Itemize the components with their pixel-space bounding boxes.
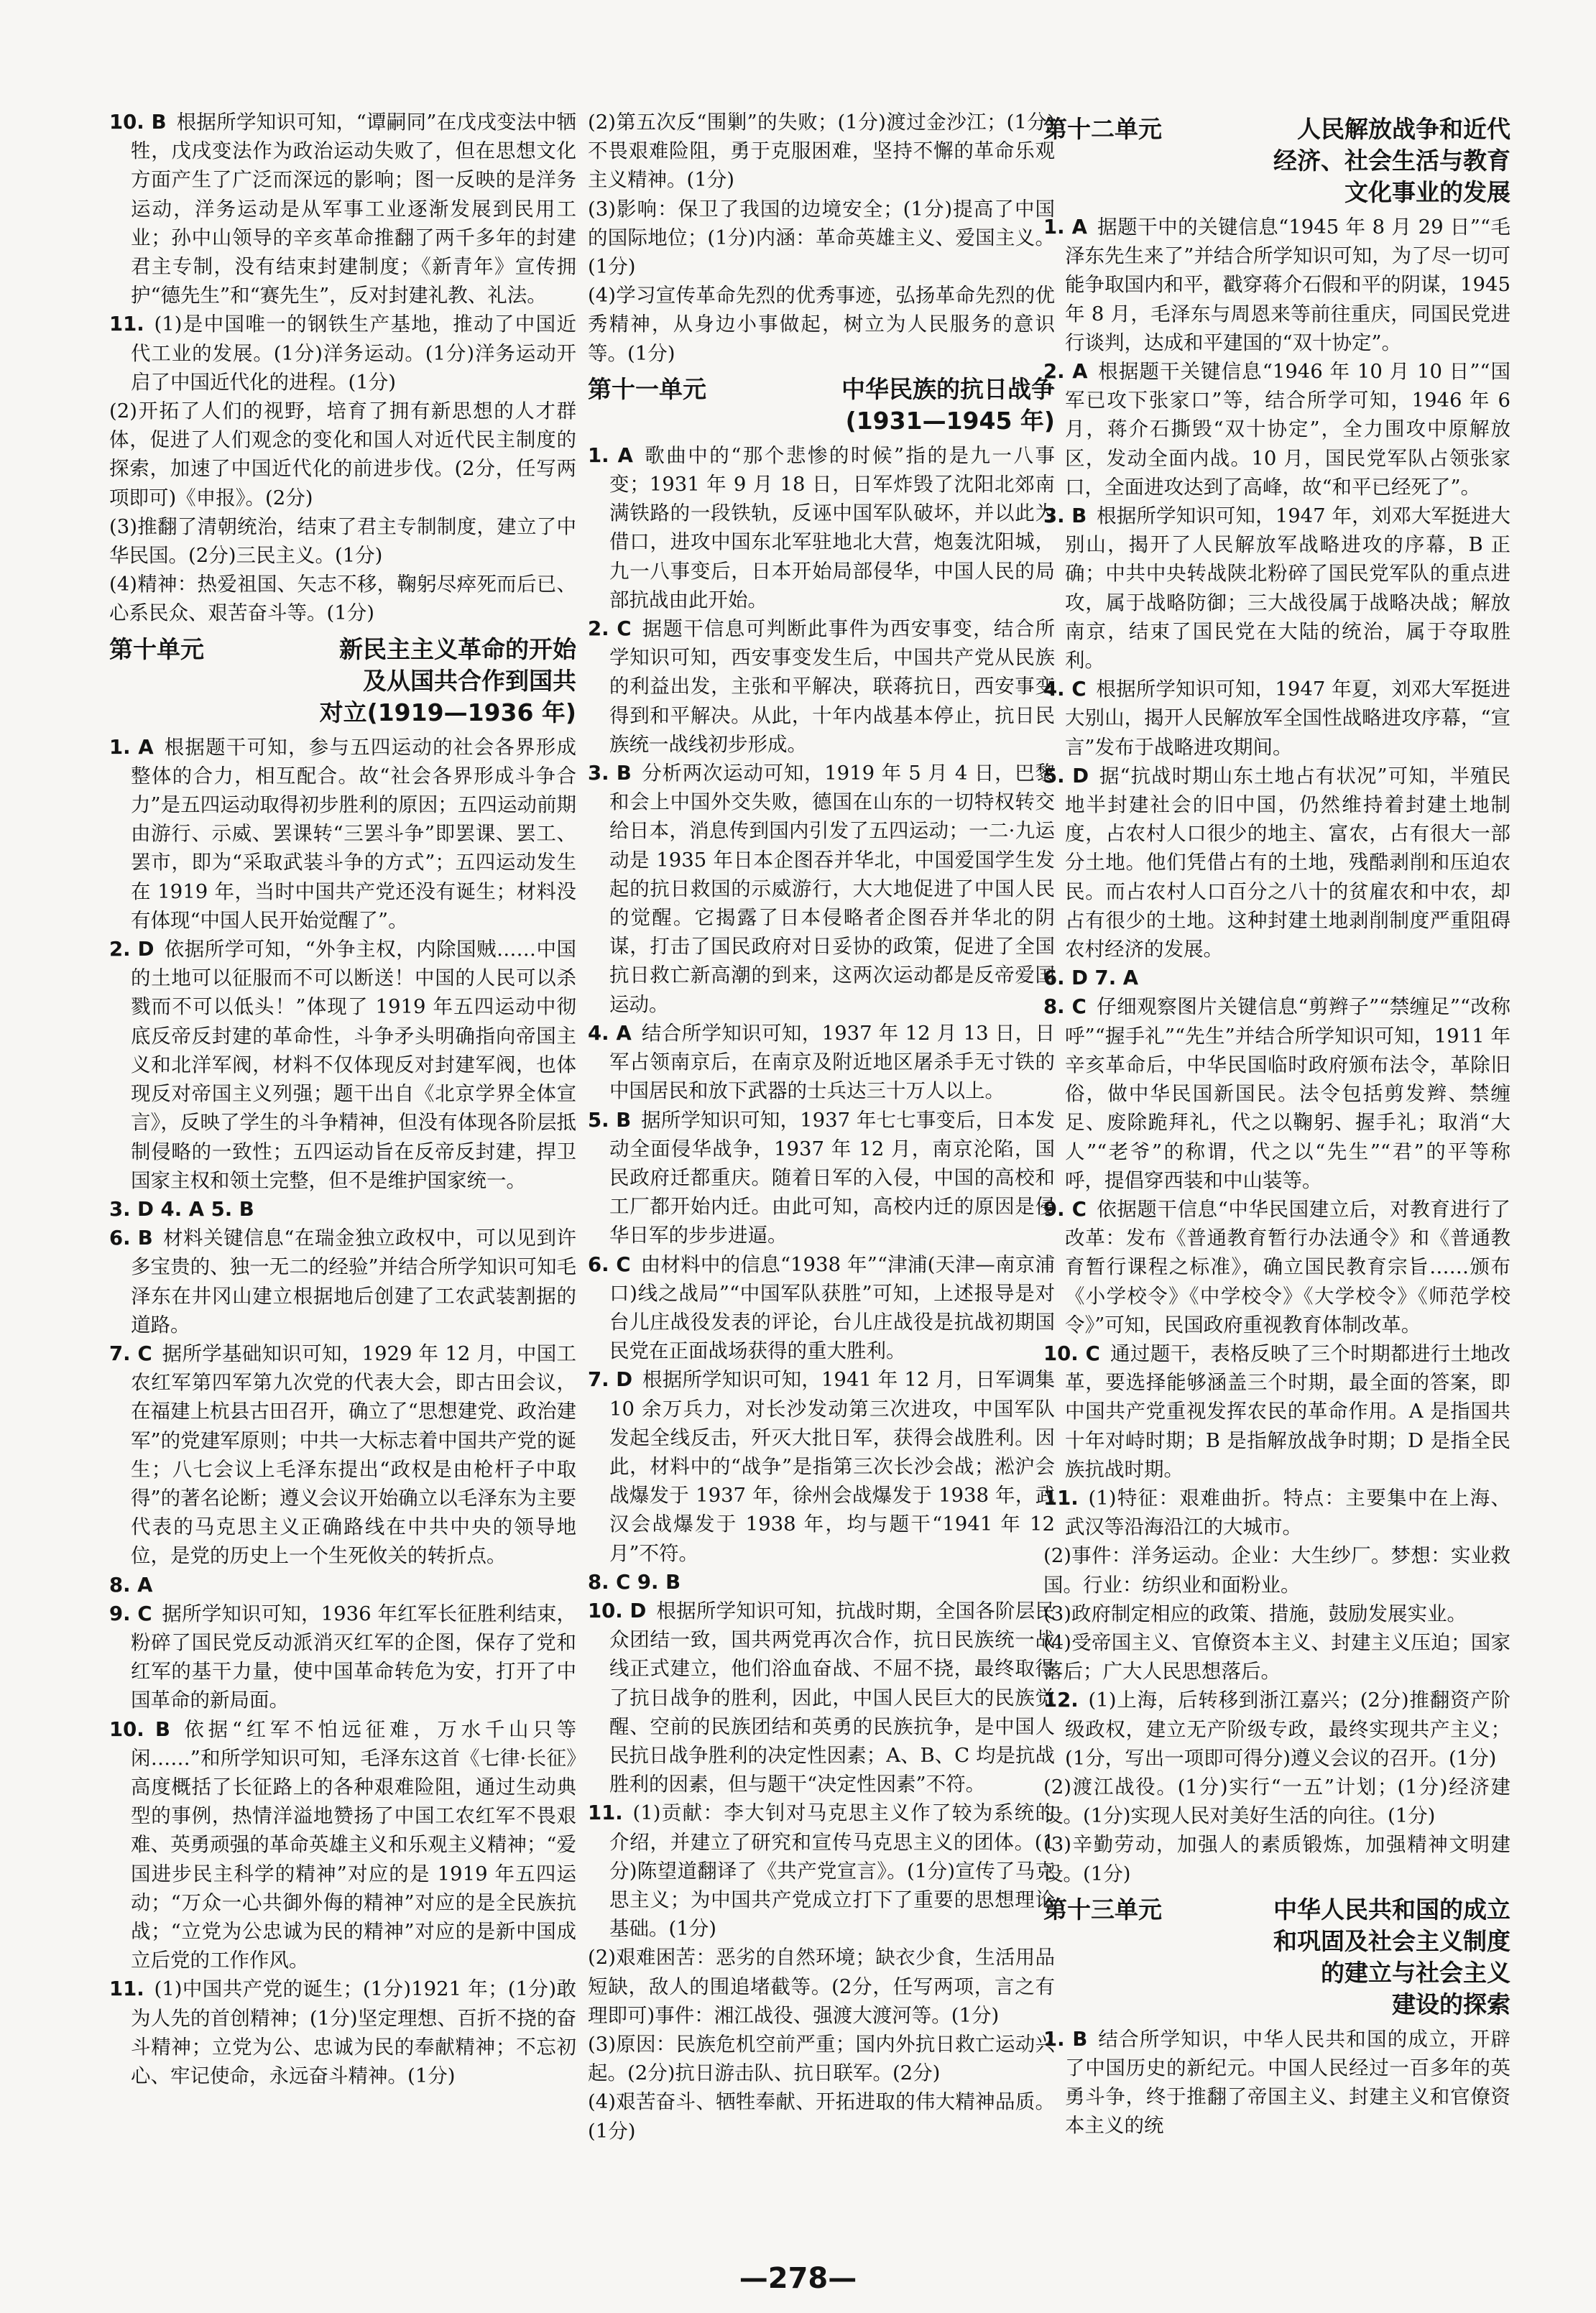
column-left: [109, 108, 576, 2090]
answer-text: 根据题干关键信息“1946 年 10 月 10 日”“国军已攻下张家口”等，结合所学可知，1946 年 6 月，蒋介石撕毁“双十协定”，全力围攻中原解放区，发动全面内战。10 月，国民党军队占领张家口，全面进攻达到了高峰，故“和平已经死了”。: [1065, 360, 1510, 499]
answer-item: [1043, 1339, 1510, 1484]
answer-text: (1)贡献：李大钊对马克思主义作了较为系统的介绍，并建立了研究和宣传马克思主义的团体。(1分)陈望道翻译了《共产党宣言》。(1分)宣传了马克思主义；为中国共产党成立打下了重要的思想理论基础。(1分): [609, 1801, 1055, 1941]
answer-item: [109, 1339, 576, 1571]
answer-item: [588, 759, 1055, 1019]
answer-text: 歌曲中的“那个悲惨的时候”指的是九一八事变；1931 年 9 月 18 日，日军炸毁了沈阳北郊南满铁路的一段铁轨，反诬中国军队破坏，并以此为借口，进攻中国东北军驻地北大营，炮轰沈阳城，九一八事变后，日本开始局部侵华，中国人民的局部抗战由此开始。: [609, 443, 1055, 611]
answer-text: 据“抗战时期山东土地占有状况”可知，半殖民地半封建社会的旧中国，仍然维持着封建土地制度，占农村人口很少的地主、富农，占有很大一部分土地。他们凭借占有的土地，残酷剥削和压迫农民。而占农村人口百分之八十的贫雇农和中农，却占有很少的土地。这种封建土地剥削制度严重阻碍农村经济的发展。: [1065, 764, 1510, 961]
answer-text: 依据题干信息“中华民国建立后，对教育进行了改革：发布《普通教育暂行办法通令》和《普通教育暂行课程之标准》，确立国民教育宗旨……颁布《小学校令》《中学校令》《大学校令》《师范学校令》”可知，民国政府重视教育体制改革。: [1065, 1197, 1510, 1336]
answer-number: 6. B: [109, 1227, 153, 1250]
answer-text: 依据所学可知，“外争主权，内除国贼……中国的土地可以征服而不可以断送！中国的人民可以杀戮而不可以低头！”体现了 1919 年五四运动中彻底反帝反封建的革命性，斗争矛头明确指向帝国主义和北洋军阀，材料不仅体现反对封建军阀，也体现反对帝国主义列强；题干出自《北京学界全体宣言》，反映了学生的斗争精神，但没有体现各阶层抵制侵略的一致性；五四运动旨在反帝反封建，捍卫国家主权和领土完整，但不是维护国家统一。: [131, 938, 576, 1192]
column-right: [1043, 108, 1510, 2141]
answer-text: 由材料中的信息“1938 年”“津浦(天津—南京浦口)线之战局”“中国军队获胜”可知，上述报导是对台儿庄战役发表的评论，台儿庄战役是抗战初期国民党在正面战场获得的重大胜利。: [609, 1252, 1055, 1363]
answer-item: [588, 614, 1055, 759]
answer-text: 材料关键信息“在瑞金独立政权中，可以见到许多宝贵的、独一无二的经验”并结合所学知识可知毛泽东在井冈山建立根据地后创建了工农武装割据的道路。: [131, 1227, 576, 1336]
unit-title-line: 和巩固及社会主义制度: [1273, 1926, 1510, 1955]
answer-text: 分析两次运动可知，1919 年 5 月 4 日，巴黎和会上中国外交失败，德国在山东的一切特权转交给日本，消息传到国内引发了五四运动；一二·九运动是 1935 年日本企图吞并华北，中国爱国学生发起的抗日救国的示威游行，大大地促进了中国人民的觉醒。它揭露了日本侵略者企图吞并华北的阴谋，打击了国民政府对日妥协的政策，促进了全国抗日救亡新高潮的到来，这两次运动都是反帝爱国运动。: [609, 762, 1055, 1016]
answer-item: [1043, 1599, 1510, 1628]
answer-item: [1043, 357, 1510, 502]
answer-text: 据所学知识可知，1936 年红军长征胜利结束，粉碎了国民党反动派消灭红军的企图，保存了党和红军的基干力量，使中国革命转危为安，打开了中国革命的新局面。: [131, 1602, 576, 1712]
answer-item: [588, 441, 1055, 614]
answer-number: 11.: [1043, 1486, 1079, 1510]
answer-number: 8. C: [1043, 995, 1087, 1019]
answer-item: [109, 1224, 576, 1339]
answer-text: 据题干信息可判断此事件为西安事变，结合所学知识可知，西安事变发生后，中国共产党从民族的利益出发，主张和平解决，联蒋抗日，西安事变得到和平解决。从此，十年内战基本停止，抗日民族统一战线初步形成。: [609, 617, 1055, 756]
unit-title-line: 及从国共合作到国共: [363, 666, 576, 695]
answer-text: 根据所学知识可知，1947 年，刘邓大军挺进大别山，揭开了人民解放军战略进攻的序幕，B 正确；中共中央转战陕北粉碎了国民党军队的重点进攻，属于战略防御；三大战役属于战略决战；解放南京，结束了国民党在大陆的统治，属于夺取胜利。: [1065, 504, 1510, 673]
answer-item: [109, 1195, 576, 1224]
answer-item: [1043, 1195, 1510, 1339]
answer-text: 根据所学知识可知，抗战时期，全国各阶层民众团结一致，国共两党再次合作，抗日民族统一战线正式建立，他们浴血奋战、不屈不挠，最终取得了抗日战争的胜利，因此，中国人民巨大的民族觉醒、空前的民族团结和英勇的民族抗争，是中国人民抗日战争胜利的决定性因素；A、B、C 均是抗战胜利的因素，但与题干“决定性因素”不符。: [609, 1599, 1056, 1796]
answer-number: 10. B: [109, 111, 167, 134]
answer-item: [109, 108, 576, 310]
answer-item: [588, 1250, 1055, 1366]
unit-title-line: 经济、社会生活与教育: [1273, 147, 1510, 175]
answer-number: 3. B: [588, 762, 632, 785]
answer-number: 4. A: [588, 1021, 632, 1045]
page-number: —278—: [739, 2262, 857, 2295]
answer-item: [1043, 1484, 1510, 1541]
answer-item: [1043, 1830, 1510, 1888]
answer-text: (1)中国共产党的诞生；(1分)1921 年；(1分)敢为人先的首创精神；(1分)坚定理想、百折不挠的奋斗精神；立党为公、忠诚为民的奉献精神；不忘初心、牢记使命，永远奋斗精神。(1分): [131, 1977, 576, 2087]
answer-text: (1)是中国唯一的钢铁生产基地，推动了中国近代工业的发展。(1分)洋务运动。(1分)洋务运动开启了中国近代化的进程。(1分): [131, 313, 576, 394]
answer-number: 6. C: [588, 1252, 631, 1276]
answer-item: [588, 1365, 1055, 1567]
answer-text: 据所学知识可知，1937 年七七事变后，日本发动全面侵华战争，1937 年 12 月，南京沦陷，国民政府迁都重庆。随着日军的入侵，中国的高校和工厂都开始内迁。由此可知，高校内迁的原因是侵华日军的步步进逼。: [609, 1108, 1055, 1247]
unit-title-line: (1931—1945 年): [845, 406, 1055, 435]
answer-number: 6. D 7. A: [1043, 966, 1138, 990]
answer-item: [109, 512, 576, 570]
unit-heading: [1043, 114, 1510, 208]
answer-text: 依据“红军不怕远征难，万水千山只等闲……”和所学知识可知，毛泽东这首《七律·长征》高度概括了长征路上的各种艰难险阻，通过生动典型的事例，热情洋溢地赞扬了中国工农红军不畏艰难、英勇顽强的革命英雄主义和乐观主义精神；“爱国进步民主科学的精神”对应的是 1919 年五四运动；“万众一心共御外侮的精神”对应的是全民族抗战；“立党为公忠诚为民的精神”对应的是新中国成立后党的工作作风。: [131, 1717, 576, 1972]
unit-label: 第十二单元: [1043, 115, 1162, 143]
answer-number: 5. B: [588, 1108, 632, 1132]
unit-title-line: 文化事业的发展: [1344, 178, 1510, 206]
answer-item: [588, 1943, 1055, 2030]
column-middle: [588, 108, 1055, 2146]
answer-text: 根据所学知识可知，1947 年夏，刘邓大军挺进大别山，揭开人民解放军全国性战略进攻序幕，“宣言”发布于战略进攻期间。: [1065, 678, 1510, 759]
answer-item: [1043, 992, 1510, 1194]
unit-label: 第十一单元: [588, 374, 706, 403]
answer-item: [109, 1599, 576, 1715]
answer-item: [1043, 502, 1510, 675]
answer-text: 结合所学知识可知，1937 年 12 月 13 日，日军占领南京后，在南京及附近地区屠杀手无寸铁的中国居民和放下武器的士兵达三十万人以上。: [609, 1021, 1055, 1103]
answer-number: 1. B: [1043, 2027, 1088, 2051]
answer-item: [1043, 762, 1510, 964]
answer-item: [109, 310, 576, 397]
answer-number: 7. C: [109, 1342, 152, 1365]
unit-heading: [588, 374, 1055, 437]
answer-number: 9. C: [1043, 1197, 1087, 1221]
answer-item: [109, 1715, 576, 1975]
answer-number: 2. A: [1043, 360, 1088, 384]
answer-number: 2. D: [109, 938, 154, 961]
answer-number: 11.: [109, 313, 144, 336]
answer-text: 根据所学知识可知，“谭嗣同”在戊戌变法中牺牲，戊戌变法作为政治运动失败了，但在思想文化方面产生了广泛而深远的影响；图一反映的是洋务运动，洋务运动是从军事工业逐渐发展到民用工业；孙中山领导的辛亥革命推翻了两千多年的封建君主专制，没有结束封建制度；《新青年》宣传拥护“德先生”和“赛先生”，反对封建礼教、礼法。: [131, 111, 576, 308]
unit-heading: [1043, 1894, 1510, 2021]
answer-text: (4)精神：热爱祖国、矢志不移，鞠躬尽瘁死而后已、心系民众、艰苦奋斗等。(1分): [109, 573, 576, 625]
unit-label: 第十三单元: [1043, 1895, 1162, 1924]
answer-item: [1043, 964, 1510, 992]
answer-text: (4)艰苦奋斗、牺牲奉献、开拓进取的伟大精神品质。(1分): [588, 2090, 1055, 2143]
answer-item: [588, 108, 1055, 195]
answer-item: [1043, 1541, 1510, 1599]
answer-text: 据题干中的关键信息“1945 年 8 月 29 日”“毛泽东先生来了”并结合所学知识可知，为了尽一切可能争取国内和平，戳穿蒋介石假和平的阴谋，1945 年 8 月，毛泽东与周恩来等前往重庆，同国民党进行谈判，达成和平建国的“双十协定”。: [1065, 216, 1510, 354]
answer-text: 结合所学知识，中华人民共和国的成立，开辟了中国历史的新纪元。中国人民经过一百多年的英勇斗争，终于推翻了帝国主义、封建主义和官僚资本主义的统: [1065, 2027, 1511, 2138]
answer-number: 5. D: [1043, 764, 1089, 788]
answer-text: 通过题干，表格反映了三个时期都进行土地改革，要选择能够涵盖三个时期，最全面的答案，即中国共产党重视发挥农民的革命作用。A 是指国共十年对峙时期；B 是指解放战争时期；D 是指全民族抗战时期。: [1065, 1342, 1510, 1481]
answer-text: (2)艰难困苦：恶劣的自然环境；缺衣少食，生活用品短缺，敌人的围追堵截等。(2分，任写两项，言之有理即可)事件：湘江战役、强渡大渡河等。(1分): [588, 1946, 1055, 2027]
answer-item: [1043, 213, 1510, 357]
answer-text: (3)辛勤劳动，加强人的素质锻炼，加强精神文明建设。(1分): [1043, 1833, 1510, 1885]
unit-title-line: 人民解放战争和近代: [1297, 115, 1510, 143]
answer-item: [588, 1019, 1055, 1106]
answer-number: 8. A: [109, 1573, 153, 1597]
answer-item: [588, 2087, 1055, 2145]
answer-number: 8. C 9. B: [588, 1570, 681, 1594]
answer-text: (2)第五次反“围剿”的失败；(1分)渡过金沙江；(1分)不畏艰难险阻，勇于克服困难，坚持不懈的革命乐观主义精神。(1分): [588, 111, 1055, 192]
answer-text: (3)政府制定相应的政策、措施，鼓励发展实业。: [1043, 1602, 1467, 1625]
answer-text: (3)推翻了清朝统治，结束了君主专制制度，建立了中华民国。(2分)三民主义。(1分): [109, 514, 576, 568]
answer-item: [588, 1106, 1055, 1250]
answer-item: [109, 1975, 576, 2090]
answer-text: 根据题干可知，参与五四运动的社会各界形成整体的合力，相互配合。故“社会各界形成斗争合力”是五四运动取得初步胜利的原因；五四运动前期由游行、示威、罢课转“三罢斗争”即罢课、罢工、罢市，即为“采取武装斗争的方式”；五四运动发生在 1919 年，当时中国共产党还没有诞生；材料没有体现“中国人民开始觉醒了”。: [131, 735, 576, 932]
answer-item: [588, 1568, 1055, 1597]
answer-number: 10. D: [588, 1599, 647, 1622]
answer-number: 3. B: [1043, 504, 1087, 528]
answer-number: 10. C: [1043, 1342, 1100, 1365]
unit-heading: [109, 634, 576, 729]
answer-item: [588, 2030, 1055, 2087]
answer-item: [588, 281, 1055, 368]
answer-item: [109, 733, 576, 935]
answer-item: [588, 1799, 1055, 1943]
answer-number: 3. D 4. A 5. B: [109, 1197, 254, 1221]
answer-number: 11.: [109, 1977, 144, 2001]
answer-item: [1043, 1628, 1510, 1686]
answer-text: (2)开拓了人们的视野，培育了拥有新思想的人才群体，促进了人们观念的变化和国人对近代民主制度的探索，加速了中国近代化的前进步伐。(2分，任写两项即可)《申报》。(2分): [109, 400, 576, 509]
answer-text: (4)学习宣传革命先烈的优秀事迹，弘扬革命先烈的优秀精神，从身边小事做起，树立为人民服务的意识等。(1分): [588, 284, 1055, 365]
answer-item: [1043, 675, 1510, 762]
answer-item: [1043, 1773, 1510, 1830]
answer-text: 根据所学知识可知，1941 年 12 月，日军调集 10 余万兵力，对长沙发动第三次进攻，中国军队发起全线反击，歼灭大批日军，获得会战胜利。因此，材料中的“战争”是指第三次长沙会战；淞沪会战爆发于 1937 年，徐州会战爆发于 1938 年，武汉会战爆发于 1938 年，均与题干“1941 年 12 月”不符。: [609, 1368, 1056, 1565]
answer-number: 1. A: [588, 443, 633, 467]
unit-title-line: 中华人民共和国的成立: [1273, 1895, 1510, 1924]
answer-text: (4)受帝国主义、官僚资本主义、封建主义压迫；国家落后；广大人民思想落后。: [1043, 1630, 1510, 1684]
answer-number: 9. C: [109, 1602, 152, 1625]
answer-text: (3)影响：保卫了我国的边境安全；(1分)提高了中国的国际地位；(1分)内涵：革命英雄主义、爱国主义。(1分): [588, 197, 1055, 279]
answer-text: 仔细观察图片关键信息“剪辫子”“禁缠足”“改称呼”“握手礼”“先生”并结合所学知识可知，1911 年辛亥革命后，中华民国临时政府颁布法令，革除旧俗，做中华民国新国民。法令包括剪发辫、禁缠足、废除跪拜礼，代之以鞠躬、握手礼；取消“大人”“老爷”的称谓，代之以“先生”“君”的平等称呼，提倡穿西装和中山装等。: [1065, 995, 1510, 1192]
answer-text: 据所学基础知识可知，1929 年 12 月，中国工农红军第四军第九次党的代表大会，即古田会议，在福建上杭县古田召开，确立了“思想建党、政治建军”的党建军原则；中共一大标志着中国共产党的诞生；八七会议上毛泽东提出“政权是由枪杆子中取得”的著名论断；遵义会议开始确立以毛泽东为主要代表的马克思主义正确路线在中共中央的领导地位，是党的历史上一个生死攸关的转折点。: [131, 1342, 576, 1568]
answer-number: 1. A: [1043, 216, 1087, 239]
answer-text: (1)上海，后转移到浙江嘉兴；(2分)推翻资产阶级政权，建立无产阶级专政，最终实现共产主义；(1分，写出一项即可得分)遵义会议的召开。(1分): [1065, 1689, 1510, 1770]
answer-number: 1. A: [109, 735, 154, 759]
unit-title-line: 对立(1919—1936 年): [319, 698, 576, 726]
answer-item: [109, 935, 576, 1195]
answer-item: [588, 1597, 1055, 1799]
answer-text: (2)渡江战役。(1分)实行“一五”计划；(1分)经济建设。(1分)实现人民对美好生活的向往。(1分): [1043, 1775, 1510, 1828]
answer-text: (1)特征：艰难曲折。特点：主要集中在上海、武汉等沿海沿江的大城市。: [1065, 1486, 1510, 1539]
unit-title-line: 建设的探索: [1392, 1990, 1510, 2018]
unit-title-line: 的建立与社会主义: [1321, 1958, 1510, 1987]
answer-item: [109, 1571, 576, 1599]
answer-text: (2)事件：洋务运动。企业：大生纱厂。梦想：实业救国。行业：纺织业和面粉业。: [1043, 1544, 1510, 1597]
answer-item: [588, 195, 1055, 282]
answer-item: [1043, 1686, 1510, 1773]
answer-number: 4. C: [1043, 678, 1087, 701]
unit-label: 第十单元: [109, 634, 204, 663]
answer-item: [1043, 2025, 1510, 2141]
unit-title-line: 新民主主义革命的开始: [339, 634, 576, 663]
answer-number: 2. C: [588, 617, 632, 641]
answer-item: [109, 397, 576, 512]
unit-title-line: 中华民族的抗日战争: [841, 374, 1055, 403]
answer-number: 11.: [588, 1801, 623, 1825]
answer-number: 7. D: [588, 1368, 633, 1392]
answer-number: 10. B: [109, 1717, 170, 1741]
answer-item: [109, 570, 576, 627]
answer-number: 12.: [1043, 1689, 1079, 1712]
answer-text: (3)原因：民族危机空前严重；国内外抗日救亡运动兴起。(2分)抗日游击队、抗日联军。(2分): [588, 2033, 1055, 2085]
